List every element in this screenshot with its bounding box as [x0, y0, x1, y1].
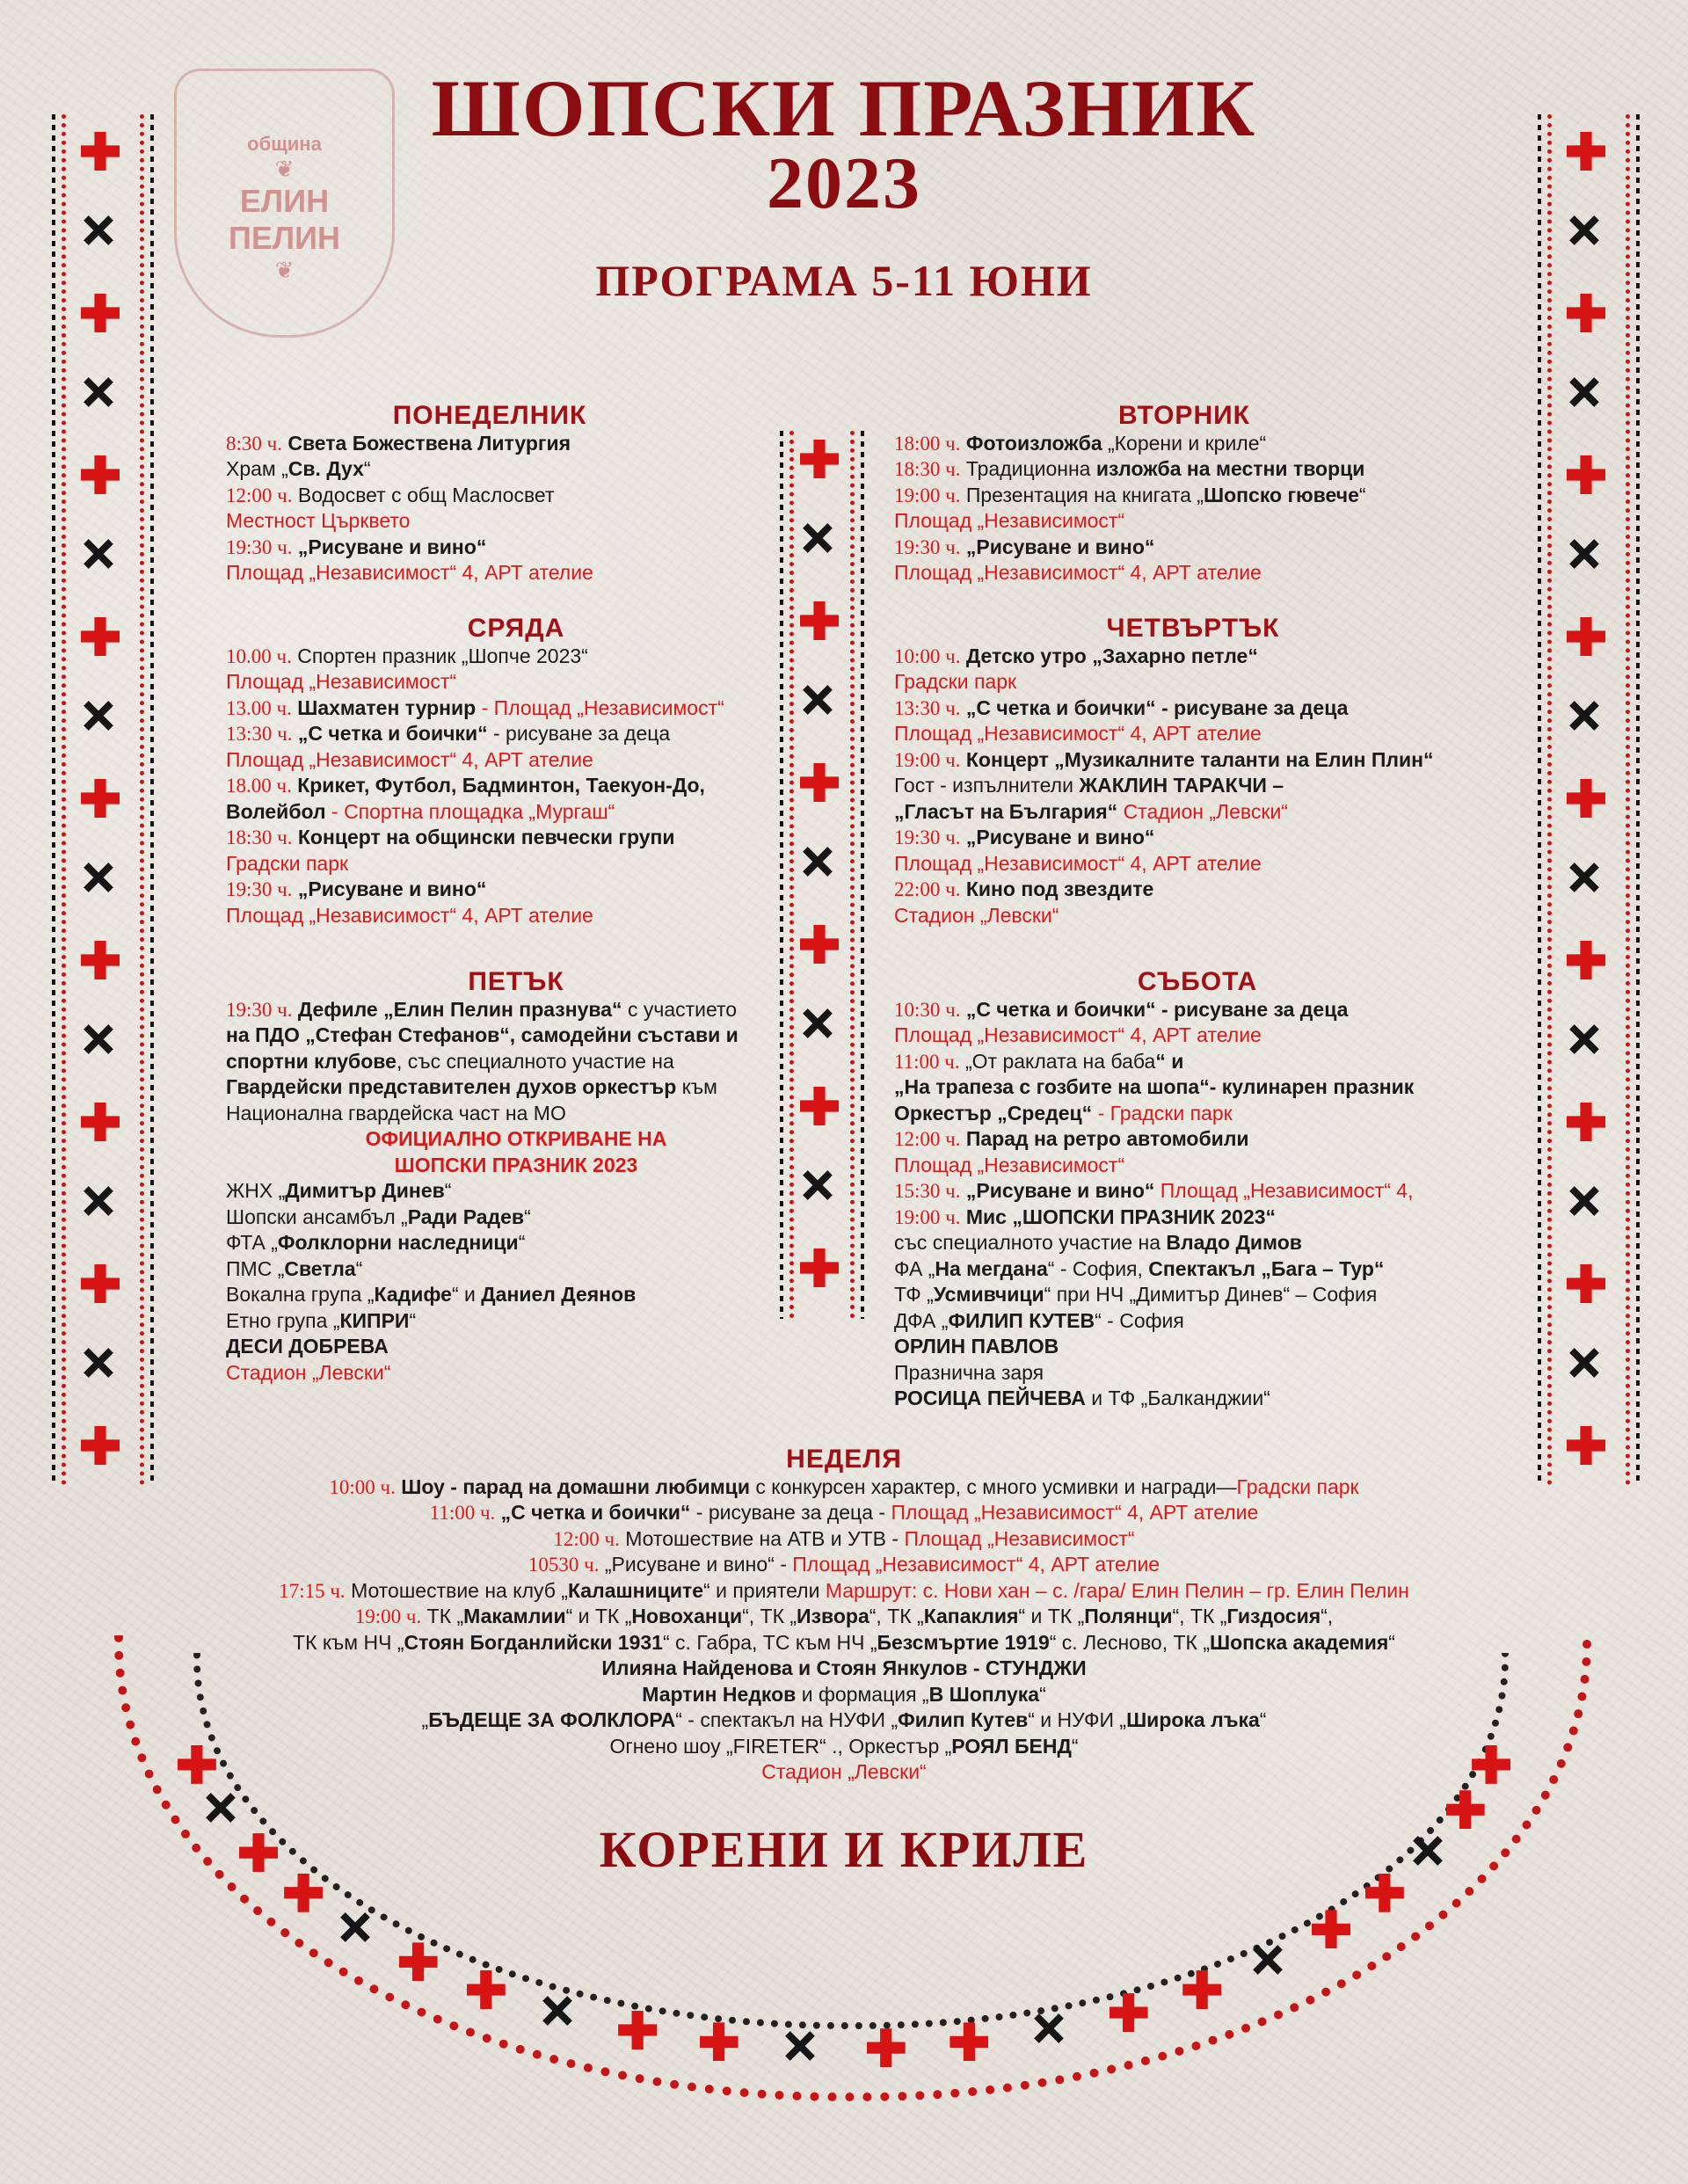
- venue: Местност Църквето: [226, 509, 411, 532]
- time: 12:00 ч.: [226, 484, 293, 506]
- footer-slogan: КОРЕНИ И КРИЛЕ: [599, 1821, 1089, 1878]
- event: Водосвет с общ Маслосвет: [297, 483, 555, 506]
- logo-text-elin: ЕЛИН: [239, 183, 330, 219]
- main-title: ШОПСКИ ПРАЗНИК: [431, 63, 1257, 153]
- event: Света Божествена Литургия: [287, 431, 571, 455]
- day-heading-tuesday: ВТОРНИК: [1118, 401, 1250, 430]
- main-title-year: 2023: [767, 142, 921, 224]
- logo-text-obshtina: община: [247, 133, 322, 155]
- tuesday-section: ВТОРНИК 18:00 ч. Фотоизложба „Корени и криле“ 18:30 ч. Традиционна изложба на местни творци 19:00 ч. Презентация на книгата „Шопско гювече“ Площад „Независимост“ 19:30 ч. „Рисуване и вино“ Площад „Независимост“ 4, АРТ ателие: [894, 403, 1474, 586]
- sunday-section: НЕДЕЛЯ 10:00 ч. Шоу - парад на домашни любимци с конкурсен характер, с много усмивки и награди—Градски парк 11:00 ч. „С четка и боички“ - рисуване за деца - Площад „Независимост“ 4, АРТ ателие 12:00 ч. Мотошествие на АТВ и УТВ - Площад „Независимост“ 10530 ч. „Рисуване и вино“ - Площад „Независимост“ 4, АРТ ателие 17:15 ч. Мотошествие на клуб „Калашниците“ и приятели Маршрут: с. Нови хан – с. /гара/ Елин Пелин – гр. Елин Пелин 19:00 ч. ТК „Макамлии“ и ТК „Новоханци“, ТК „Извора“, ТК „Капаклия“ и ТК „Полянци“, ТК „Гиздосия“, ТК към НЧ „Стоян Богданлийски 1931“ с. Габра, ТС към НЧ „Безсмъртие 1919“ с. Лесново, ТК „Шопска академия“ Илияна Найденова и Стоян Янкулов - СТУНДЖИ Мартин Недков и формация „В Шоплука“ „БЪДЕЩЕ ЗА ФОЛКЛОРА“ - спектакъл на НУФИ „Филип Кутев“ и НУФИ „Широка лъка“ Огнено шоу „FIRETER“ ., Оркестър „РОЯЛ БЕНД“ Стадион „Левски“: [141, 1446, 1547, 1786]
- day-heading-friday: ПЕТЪК: [468, 967, 564, 996]
- venue: Площад „Независимост“ 4, АРТ ателие: [226, 561, 593, 584]
- ornament-icon: ❦: [274, 257, 295, 283]
- official-opening: ОФИЦИАЛНО ОТКРИВАНЕ НА: [365, 1127, 667, 1150]
- day-heading-saturday: СЪБОТА: [1137, 967, 1258, 996]
- monday-section: ПОНЕДЕЛНИК 8:30 ч. Света Божествена Литургия Храм „Св. Дух“ 12:00 ч. Водосвет с общ Маслосвет Местност Църквето 19:30 ч. „Рисуване и вино“ Площад „Независимост“ 4, АРТ ателие: [226, 403, 753, 586]
- friday-section: ПЕТЪК 19:30 ч. Дефиле „Елин Пелин празнува“ с участието на ПДО „Стефан Стефанов“, самодейни състави и спортни клубове, със специалното участие на Гвардейски представителен духов оркестър към Национална гвардейска част на МО ОФИЦИАЛНО ОТКРИВАНЕ НА ШОПСКИ ПРАЗНИК 2023 ЖНХ „Димитър Динев“ Шопски ансамбъл „Ради Радев“ ФТА „Фолклорни наследници“ ПМС „Светла“ Вокална група „Кадифе“ и Даниел Деянов Етно група „КИПРИ“ ДЕСИ ДОБРЕВА Стадион „Левски“: [226, 969, 806, 1386]
- day-heading-monday: ПОНЕДЕЛНИК: [392, 401, 587, 430]
- time: 8:30 ч.: [226, 432, 282, 455]
- day-heading-thursday: ЧЕТВЪРТЪК: [1106, 614, 1280, 643]
- day-heading-sunday: НЕДЕЛЯ: [786, 1445, 902, 1474]
- time: 19:30 ч.: [226, 535, 293, 558]
- program-dates: ПРОГРАМА 5-11 ЮНИ: [595, 256, 1093, 305]
- logo-text-pelin: ПЕЛИН: [228, 220, 341, 256]
- thursday-section: ЧЕТВЪРТЪК 10:00 ч. Детско утро „Захарно петле“ Градски парк 13:30 ч. „С четка и боички“ - рисуване за деца Площад „Независимост“ 4, АРТ ателие 19:00 ч. Концерт „Музикалните таланти на Елин Плин“ Гост - изпълнители ЖАКЛИН ТАРАКЧИ – „Гласът на България“ Стадион „Левски“ 19:30 ч. „Рисуване и вино“ Площад „Независимост“ 4, АРТ ателие 22:00 ч. Кино под звездите Стадион „Левски“: [894, 615, 1492, 928]
- saturday-section: СЪБОТА 10:30 ч. „С четка и боички“ - рисуване за деца Площад „Независимост“ 4, АРТ ателие 11:00 ч. „От раклата на баба“ и „На трапеза с гозбите на шопа“- кулинарен празник Оркестър „Средец“ - Градски парк 12:00 ч. Парад на ретро автомобили Площад „Независимост“ 15:30 ч. „Рисуване и вино“ Площад „Независимост“ 4, 19:00 ч. Мис „ШОПСКИ ПРАЗНИК 2023“ със специалното участие на Владо Димов ФА „На мегдана“ - София, Спектакъл „Бага – Тур“ ТФ „Усмивчици“ при НЧ „Димитър Динев“ – София ДФА „ФИЛИП КУТЕВ“ - София ОРЛИН ПАВЛОВ Празнична заря РОСИЦА ПЕЙЧЕВА и ТФ „Балканджии“: [894, 969, 1501, 1412]
- ornament-icon: ❦: [274, 156, 295, 182]
- event: „Рисуване и вино“: [297, 535, 487, 558]
- wednesday-section: СРЯДА 10.00 ч. Спортен празник „Шопче 2023“ Площад „Независимост“ 13.00 ч. Шахматен турнир - Площад „Независимост“ 13:30 ч. „С четка и боички“ - рисуване за деца Площад „Независимост“ 4, АРТ ателие 18.00 ч. Крикет, Футбол, Бадминтон, Таекуон-До, Волейбол - Спортна площадка „Мургаш“ 18:30 ч. Концерт на общински певчески групи Градски парк 19:30 ч. „Рисуване и вино“ Площад „Независимост“ 4, АРТ ателие: [226, 615, 806, 928]
- day-heading-wednesday: СРЯДА: [467, 614, 565, 643]
